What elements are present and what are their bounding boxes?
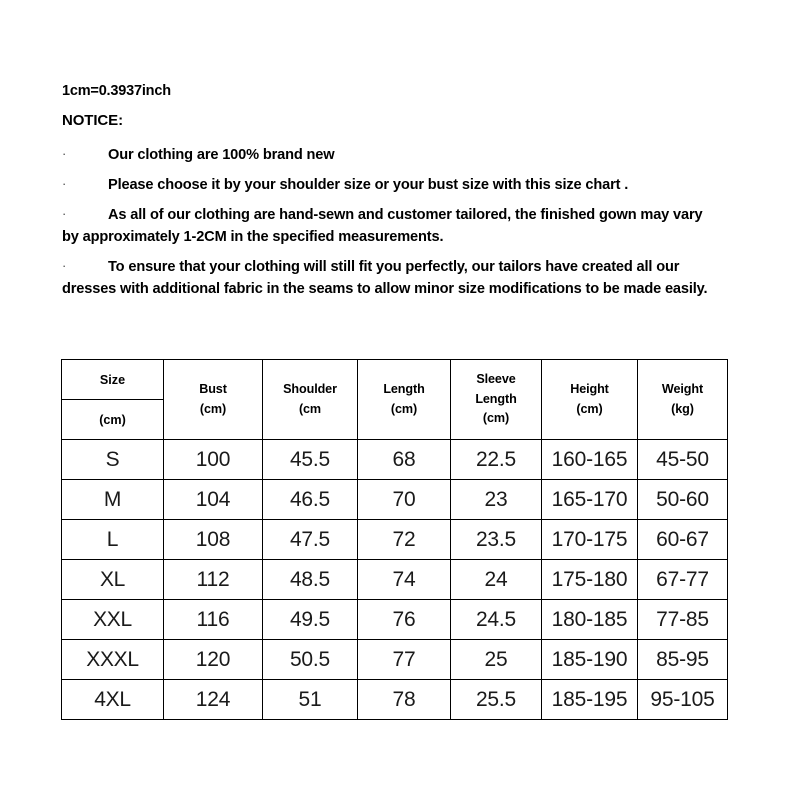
column-header-weight-unit: (kg) bbox=[671, 401, 694, 416]
cell-sleeve: 25 bbox=[451, 640, 542, 680]
column-header-height bbox=[542, 360, 638, 440]
cell-weight: 95-105 bbox=[638, 680, 728, 720]
column-header-shoulder-unit: (cm bbox=[298, 401, 322, 416]
notice-item-2-text: Please choose it by your shoulder size or your bust size with this size chart . bbox=[108, 176, 629, 193]
cell-size: XL bbox=[62, 560, 164, 600]
cell-sleeve: 24.5 bbox=[451, 600, 542, 640]
table-row bbox=[62, 440, 728, 480]
column-header-length-label: Length bbox=[383, 381, 425, 396]
bullet-icon: · bbox=[62, 258, 67, 274]
cell-length: 68 bbox=[358, 440, 451, 480]
cell-size: M bbox=[62, 480, 164, 520]
notice-item-1-text: Our clothing are 100% brand new bbox=[108, 146, 335, 163]
cell-sleeve: 23.5 bbox=[451, 520, 542, 560]
cell-shoulder: 48.5 bbox=[263, 560, 358, 600]
column-header-shoulder bbox=[263, 360, 358, 440]
table-header-row bbox=[62, 360, 728, 440]
size-chart-table bbox=[61, 359, 728, 720]
column-header-height-unit: (cm) bbox=[576, 401, 603, 416]
column-header-sleeve-unit: (cm) bbox=[482, 411, 510, 426]
cell-shoulder: 50.5 bbox=[263, 640, 358, 680]
cell-length: 74 bbox=[358, 560, 451, 600]
cell-bust: 100 bbox=[164, 440, 263, 480]
cell-length: 77 bbox=[358, 640, 451, 680]
table-row bbox=[62, 640, 728, 680]
cell-size: XXL bbox=[62, 600, 164, 640]
cell-bust: 124 bbox=[164, 680, 263, 720]
cell-size: S bbox=[62, 440, 164, 480]
cell-bust: 104 bbox=[164, 480, 263, 520]
cell-height: 170-175 bbox=[542, 520, 638, 560]
notice-item-4-emphasis: our bbox=[656, 259, 680, 276]
column-header-height-label: Height bbox=[570, 381, 609, 396]
cell-weight: 85-95 bbox=[638, 640, 728, 680]
column-header-bust-label: Bust bbox=[199, 381, 227, 396]
column-header-weight bbox=[638, 360, 728, 440]
table-row bbox=[62, 480, 728, 520]
cell-shoulder: 45.5 bbox=[263, 440, 358, 480]
notice-heading: NOTICE: bbox=[62, 111, 123, 129]
cell-sleeve: 24 bbox=[451, 560, 542, 600]
cell-height: 185-195 bbox=[542, 680, 638, 720]
notice-item-3-text: As all of our clothing are hand-sewn and customer tailored, the finished gown may vary by approximately 1-2CM in the specified measurements. bbox=[62, 206, 703, 246]
notice-item-1 bbox=[62, 144, 722, 166]
cell-length: 72 bbox=[358, 520, 451, 560]
cell-bust: 120 bbox=[164, 640, 263, 680]
table-row bbox=[62, 680, 728, 720]
cell-weight: 50-60 bbox=[638, 480, 728, 520]
cell-length: 70 bbox=[358, 480, 451, 520]
cell-height: 160-165 bbox=[542, 440, 638, 480]
table-body bbox=[62, 440, 728, 720]
cell-height: 175-180 bbox=[542, 560, 638, 600]
cell-weight: 60-67 bbox=[638, 520, 728, 560]
cell-bust: 108 bbox=[164, 520, 263, 560]
column-header-sleeve-line2: Length bbox=[475, 391, 517, 406]
cell-shoulder: 49.5 bbox=[263, 600, 358, 640]
cell-sleeve: 23 bbox=[451, 480, 542, 520]
cell-size: XXXL bbox=[62, 640, 164, 680]
column-header-bust-unit: (cm) bbox=[199, 401, 227, 416]
cell-height: 185-190 bbox=[542, 640, 638, 680]
cell-weight: 45-50 bbox=[638, 440, 728, 480]
cell-weight: 77-85 bbox=[638, 600, 728, 640]
bullet-icon: · bbox=[62, 175, 67, 191]
table-row bbox=[62, 520, 728, 560]
cell-shoulder: 47.5 bbox=[263, 520, 358, 560]
cell-shoulder: 46.5 bbox=[263, 480, 358, 520]
notice-item-3 bbox=[62, 204, 722, 248]
cell-size: L bbox=[62, 520, 164, 560]
bullet-icon: · bbox=[62, 145, 67, 161]
column-header-shoulder-label: Shoulder bbox=[283, 381, 337, 396]
bullet-icon: · bbox=[62, 205, 67, 221]
column-header-length bbox=[358, 360, 451, 440]
cell-bust: 116 bbox=[164, 600, 263, 640]
column-header-size-unit: (cm) bbox=[99, 412, 126, 427]
column-header-bust bbox=[164, 360, 263, 440]
unit-conversion-note: 1cm=0.3937inch bbox=[62, 83, 171, 99]
column-header-weight-label: Weight bbox=[661, 381, 704, 396]
cell-shoulder: 51 bbox=[263, 680, 358, 720]
cell-sleeve: 22.5 bbox=[451, 440, 542, 480]
cell-bust: 112 bbox=[164, 560, 263, 600]
column-header-sleeve-line1: Sleeve bbox=[476, 372, 516, 387]
notice-item-4 bbox=[62, 256, 722, 300]
table-row bbox=[62, 560, 728, 600]
cell-length: 78 bbox=[358, 680, 451, 720]
column-header-size-label: Size bbox=[62, 360, 163, 400]
column-header-sleeve-length bbox=[451, 360, 542, 440]
column-header-size bbox=[62, 360, 164, 440]
notice-item-4-continuation: dresses with additional fabric in the seams to allow minor size modifications to be made easily. bbox=[62, 281, 708, 298]
notice-item-2 bbox=[62, 174, 722, 196]
column-header-length-unit: (cm) bbox=[390, 401, 418, 416]
cell-height: 180-185 bbox=[542, 600, 638, 640]
cell-size: 4XL bbox=[62, 680, 164, 720]
cell-sleeve: 25.5 bbox=[451, 680, 542, 720]
notice-item-4-text: To ensure that your clothing will still fit you perfectly, our tailors have created all bbox=[108, 259, 657, 276]
cell-weight: 67-77 bbox=[638, 560, 728, 600]
cell-height: 165-170 bbox=[542, 480, 638, 520]
notice-block bbox=[62, 84, 722, 301]
table-row bbox=[62, 600, 728, 640]
cell-length: 76 bbox=[358, 600, 451, 640]
